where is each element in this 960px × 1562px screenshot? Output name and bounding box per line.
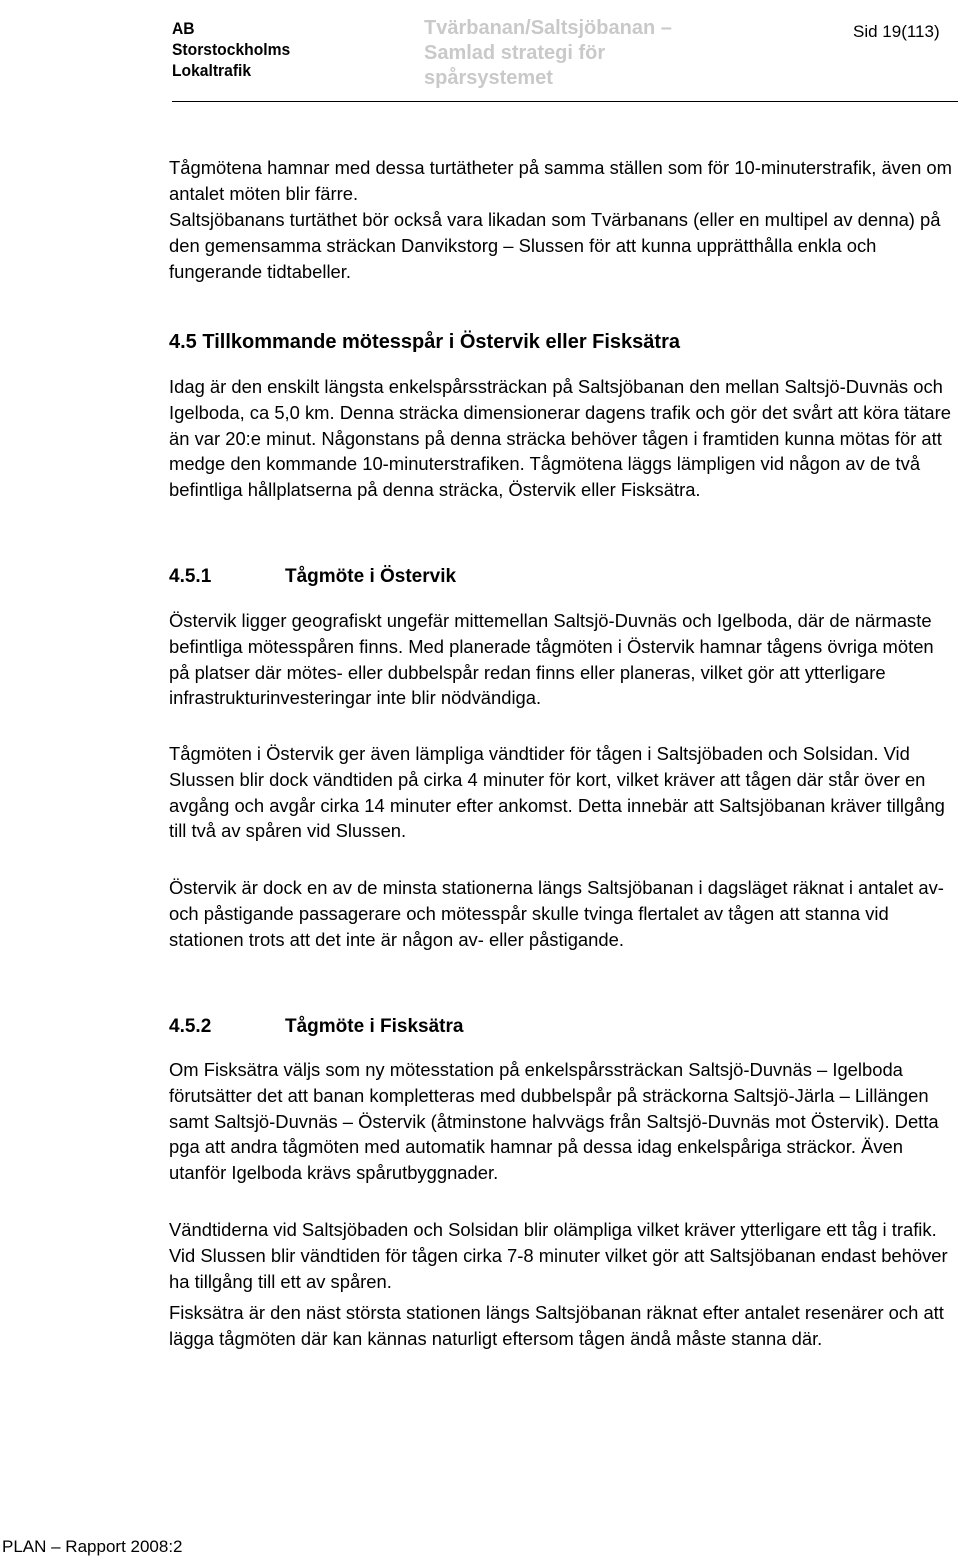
section-4-5-1-paragraph-2: Tågmöten i Östervik ger även lämpliga vändtider för tågen i Saltsjöbaden och Solsidan. Vid Slussen blir dock vändtiden på cirka 4 minuter för kort, vilket kräver att tågen där står över en avgång och avgår cirka 14 minuter efter ankomst. Detta innebär att Saltsjöbanan kräver tillgång till två av spåren vid Slussen. [169,743,945,842]
section-number: 4.5.1 [169,566,212,587]
header-divider [172,101,958,102]
section-4-5-2-paragraph-2: Vändtiderna vid Saltsjöbaden och Solsidan blir olämpliga vilket kräver ytterligare ett tåg i trafik. Vid Slussen blir vändtiden för tågen cirka 7-8 minuter vilket gör att Saltsjöbanan endast behöver ha tillgång till ett av spåren. [169,1219,948,1292]
section-title: Tågmöte i Östervik [285,566,457,587]
document-title-line-2: Samlad strategi för [424,42,606,64]
section-heading-4-5-1 [169,564,456,590]
footer-report-id: PLAN – Rapport 2008:2 [2,1537,183,1556]
intro-paragraph-1: Tågmötena hamnar med dessa turtätheter på samma ställen som för 10-minuterstrafik, även om antalet möten blir färre. [169,157,952,204]
section-4-5-2-paragraph-3: Fisksätra är den näst största stationen längs Saltsjöbanan räknat efter antalet resenärer och att lägga tågmöten där kan kännas naturligt eftersom tågen ändå måste stanna där. [169,1302,944,1349]
section-4-5-paragraph: Idag är den enskilt längsta enkelspårssträckan på Saltsjöbanan den mellan Saltsjö-Duvnäs och Igelboda, ca 5,0 km. Denna sträcka dimensionerar dagens trafik och gör det svårt att köra tätare än var 20:e minut. Någonstans på denna sträcka behöver tågen i framtiden kunna mötas för att medge den kommande 10-minuterstrafiken. Tågmötena läggs lämpligen vid någon av de två befintliga hållplatserna på denna sträcka, Östervik eller Fisksätra. [169,376,952,501]
section-heading-4-5-2 [169,1014,463,1040]
page-number: Sid 19(113) [853,22,940,41]
section-title: Tågmöte i Fisksätra [285,1016,464,1037]
logo-line-2: Storstockholms [172,40,291,59]
section-heading-4-5: 4.5 Tillkommande mötesspår i Östervik eller Fisksätra [169,331,680,353]
company-logo [172,18,290,81]
section-number: 4.5.2 [169,1016,212,1037]
section-4-5-2-paragraph-1: Om Fisksätra väljs som ny mötesstation på enkelspårssträckan Saltsjö-Duvnäs – Igelboda förutsätter det att banan kompletteras med dubbelspår på sträckorna Saltsjö-Järla – Lillängen samt Saltsjö-Duvnäs – Östervik (åtminstone halvvägs från Saltsjö-Duvnäs mot Östervik). Detta pga att andra tågmöten med automatik hamnar på dessa idag enkelspåriga sträckor. Även utanför Igelboda krävs spårutbyggnader. [169,1059,939,1184]
intro-paragraph-2: Saltsjöbanans turtäthet bör också vara likadan som Tvärbanans (eller en multipel av denna) på den gemensamma sträckan Danvikstorg – Slussen för att kunna upprätthålla enkla och fungerande tidtabeller. [169,209,941,282]
section-4-5-1-paragraph-3: Östervik är dock en av de minsta stationerna längs Saltsjöbanan i dagsläget räknat i antalet av- och påstigande passagerare och mötesspår skulle tvinga flertalet av tågen att stanna vid stationen trots att det inte är någon av- eller påstigande. [169,877,944,950]
document-title-line-1: Tvärbanan/Saltsjöbanan – [424,17,672,39]
document-title [424,16,672,91]
section-4-5-1-paragraph-1: Östervik ligger geografiskt ungefär mittemellan Saltsjö-Duvnäs och Igelboda, där de närmaste befintliga mötesspåren finns. Med planerade tågmöten i Östervik hamnar tågens övriga möten på platser där mötes- eller dubbelspår redan finns eller planeras, vilket gör att ytterligare infrastrukturinvesteringar inte blir nödvändiga. [169,610,934,709]
logo-line-3: Lokaltrafik [172,61,252,80]
logo-line-1: AB [172,19,195,38]
document-title-line-3: spårsystemet [424,67,553,89]
